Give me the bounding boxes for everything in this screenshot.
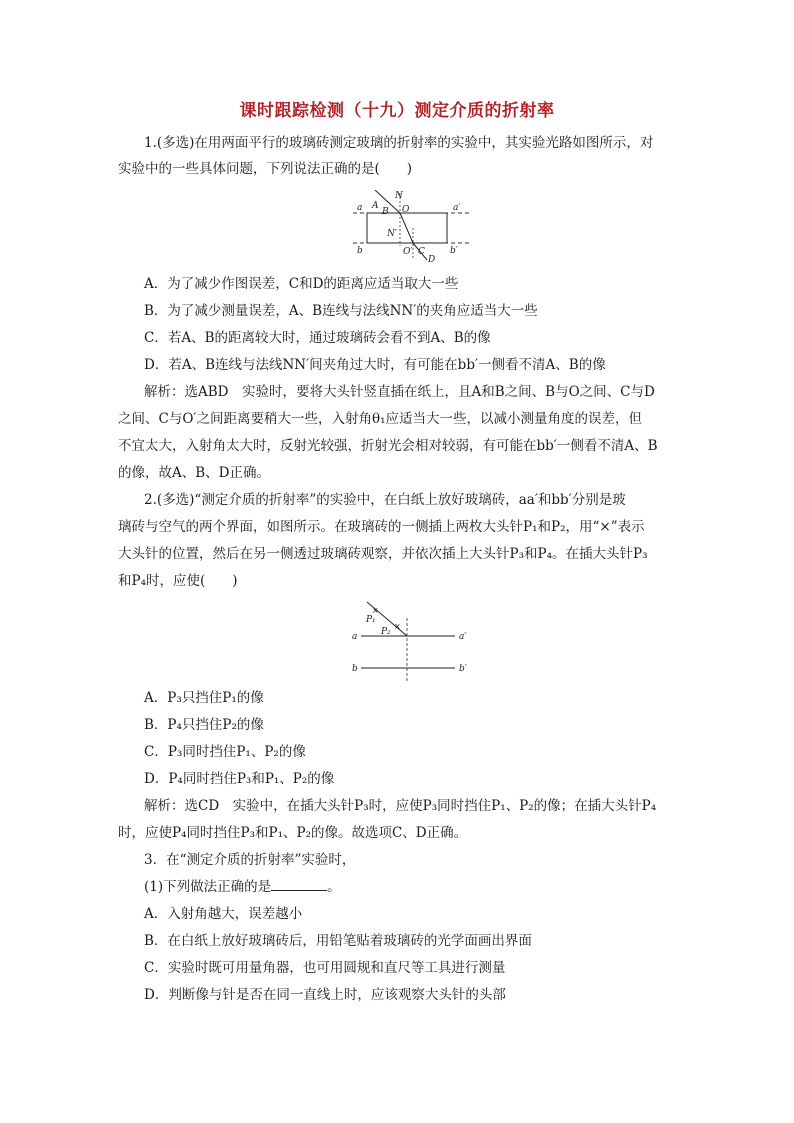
- q3-option-a: A．入射角越大，误差越小: [144, 906, 303, 922]
- q3-option-c: C．实验时既可用量角器，也可用圆规和直尺等工具进行测量: [144, 960, 506, 976]
- fig1-label-D: D: [428, 255, 436, 263]
- fig2-label-b-prime: b′: [459, 664, 467, 674]
- fig1-label-b: b: [357, 246, 363, 256]
- q2-analysis-line-2: 时，应使P₄同时挡住P₃和P₁、P₂的像。故选项C、D正确。: [118, 825, 468, 841]
- q2-option-b: B．P₄只挡住P₂的像: [144, 717, 264, 733]
- q2-option-c: C．P₃同时挡住P₁、P₂的像: [144, 744, 306, 760]
- q1-analysis-line-2: 之间、C与O′之间距离要稍大一些，入射角θ₁应适当大一些，以减小测量角度的误差，但: [118, 411, 643, 427]
- q1-stem-line-1: 1.(多选)在用两面平行的玻璃砖测定玻璃的折射率的实验中，其实验光路如图所示，对: [144, 135, 654, 151]
- fig1-label-N: N: [395, 191, 403, 201]
- q1-option-b: B．为了减少测量误差，A、B连线与法线NN′的夹角应适当大一些: [144, 303, 538, 319]
- fig2-label-p2: P₂: [381, 627, 391, 637]
- fig1-label-A: A: [372, 201, 379, 211]
- page-title: 课时跟踪检测（十九）测定介质的折射率: [239, 101, 555, 121]
- q1-stem-line-2: 实验中的一些具体问题，下列说法正确的是( ): [118, 161, 413, 177]
- q3-sub1-text: (1)下列做法正确的是: [144, 879, 272, 895]
- q1-analysis-line-3: 不宜太大，入射角太大时，反射光较强，折射光会相对较弱，有可能在bb′一侧看不清A、B: [118, 438, 658, 454]
- fig2-label-a-prime: a′: [459, 632, 467, 642]
- fig2-pin-p2-mark: ×: [394, 622, 401, 631]
- q3-option-b: B．在白纸上放好玻璃砖后，用铅笔贴着玻璃砖的光学面画出界面: [144, 933, 532, 949]
- fig1-label-b-prime: b′: [450, 246, 458, 256]
- fig1-label-N-prime: N′: [387, 229, 397, 239]
- q1-option-c: C．若A、B的距离较大时，通过玻璃砖会看不到A、B的像: [144, 330, 491, 346]
- q2-figure: [345, 598, 485, 684]
- q1-analysis-line-1: 解析：选ABD 实验时，要将大头针竖直插在纸上，且A和B之间、B与O之间、C与D: [144, 384, 655, 400]
- q1-analysis-line-4: 的像，故A、B、D正确。: [118, 465, 270, 481]
- q1-option-d: D．若A、B连线与法线NN′间夹角过大时，有可能在bb′一侧看不清A、B的像: [144, 357, 606, 373]
- q2-analysis-line-1: 解析：选CD 实验中，在插大头针P₃时，应使P₃同时挡住P₁、P₂的像；在插大头针P₄: [144, 798, 657, 814]
- q3-sub1-answer-blank: [271, 878, 327, 891]
- q2-stem-line-2: 璃砖与空气的两个界面，如图所示。在玻璃砖的一侧插上两枚大头针P₁和P₂，用“×”表示: [118, 519, 645, 535]
- fig1-label-O-prime: O′: [403, 247, 413, 257]
- fig1-label-O: O: [402, 205, 410, 215]
- q3-option-d: D．判断像与针是否在同一直线上时，应该观察大头针的头部: [144, 987, 506, 1003]
- q2-stem-line-1: 2.(多选)“测定介质的折射率”的实验中，在白纸上放好玻璃砖，aa′和bb′分别是玻: [144, 492, 626, 508]
- q1-option-a: A．为了减少作图误差，C和D的距离应适当取大一些: [144, 276, 459, 292]
- q2-option-a: A．P₃只挡住P₁的像: [144, 690, 264, 706]
- fig2-label-b: b: [352, 664, 358, 674]
- q2-stem-line-4: 和P₄时，应使( ): [118, 573, 238, 589]
- fig1-label-a: a: [357, 203, 363, 213]
- q1-figure: [345, 188, 475, 263]
- fig2-pin-p1-mark: ×: [372, 606, 379, 615]
- q2-option-d: D．P₄同时挡住P₃和P₁、P₂的像: [144, 771, 335, 787]
- q3-sub1-end: 。: [327, 879, 341, 895]
- q3-sub-question-1: [144, 878, 341, 896]
- fig2-label-a: a: [352, 632, 358, 642]
- q2-stem-line-3: 大头针的位置，然后在另一侧透过玻璃砖观察，并依次插上大头针P₃和P₄。在插大头针P₃: [118, 546, 648, 562]
- fig1-label-a-prime: a′: [453, 203, 461, 213]
- q3-stem: 3．在“测定介质的折射率”实验时，: [144, 852, 356, 868]
- fig2-label-p1: P₁: [366, 615, 376, 625]
- fig1-label-C: C: [418, 247, 425, 257]
- fig1-label-B: B: [382, 207, 389, 217]
